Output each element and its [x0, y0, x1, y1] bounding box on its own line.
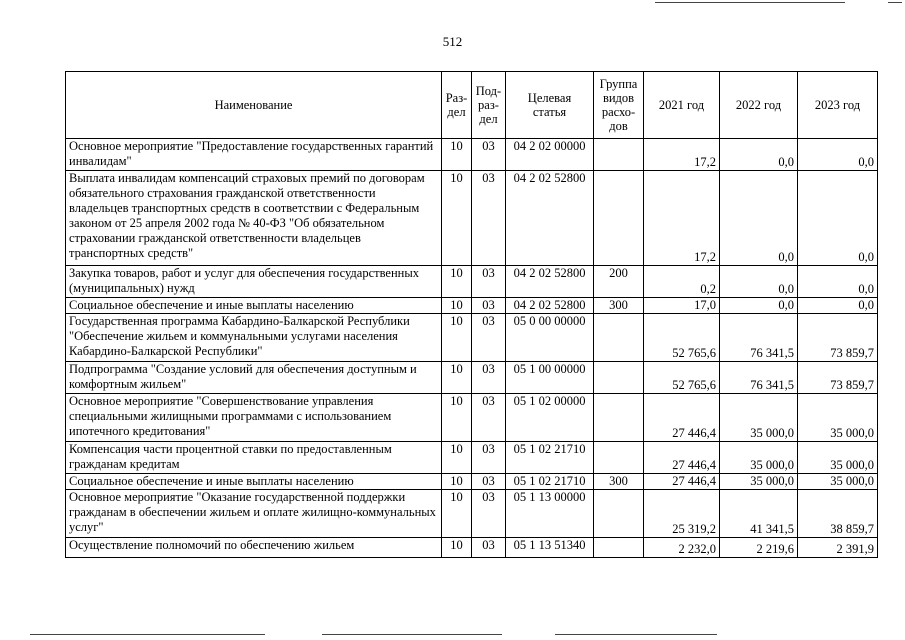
- table-row: [66, 442, 878, 474]
- col-header-target: Целевая статья: [506, 72, 594, 139]
- col-header-name: Наименование: [66, 72, 442, 139]
- cell-2022: 0,0: [720, 171, 798, 266]
- cell-name: Подпрограмма "Создание условий для обеспечения доступным и комфортным жильем": [66, 362, 442, 394]
- cell-2021: 52 765,6: [644, 362, 720, 394]
- cell-2021: 17,2: [644, 171, 720, 266]
- cell-2022: 0,0: [720, 139, 798, 171]
- table-row: [66, 139, 878, 171]
- cell-2021: 52 765,6: [644, 314, 720, 362]
- header-row: [66, 72, 878, 139]
- cell-name: Государственная программа Кабардино-Балкарской Республики "Обеспечение жильем и коммунальными услугами населения Кабардино-Балкарской Республики": [66, 314, 442, 362]
- cell-group: [594, 394, 644, 442]
- table-row: [66, 266, 878, 298]
- cell-razdel: 10: [442, 266, 472, 298]
- col-header-razdel: Раз- дел: [442, 72, 472, 139]
- cell-group: 300: [594, 298, 644, 314]
- scan-top-dash: [888, 2, 902, 3]
- cell-2023: 2 391,9: [798, 538, 878, 558]
- table-row: [66, 490, 878, 538]
- cell-podrazdel: 03: [472, 314, 506, 362]
- col-header-2023: 2023 год: [798, 72, 878, 139]
- scan-bottom-line-3: [555, 634, 717, 635]
- cell-podrazdel: 03: [472, 362, 506, 394]
- table-row: [66, 171, 878, 266]
- table-body: [66, 139, 878, 558]
- cell-2023: 38 859,7: [798, 490, 878, 538]
- col-header-group: Группа видов расхо- дов: [594, 72, 644, 139]
- cell-2022: 35 000,0: [720, 442, 798, 474]
- cell-target: 04 2 02 52800: [506, 266, 594, 298]
- page-number: 512: [442, 34, 463, 49]
- cell-name: Социальное обеспечение и иные выплаты населению: [66, 474, 442, 490]
- cell-podrazdel: 03: [472, 298, 506, 314]
- cell-2022: 0,0: [720, 298, 798, 314]
- cell-podrazdel: 03: [472, 474, 506, 490]
- cell-2022: 76 341,5: [720, 362, 798, 394]
- cell-name: Осуществление полномочий по обеспечению жильем: [66, 538, 442, 558]
- cell-razdel: 10: [442, 474, 472, 490]
- cell-podrazdel: 03: [472, 538, 506, 558]
- cell-2021: 17,0: [644, 298, 720, 314]
- col-header-2021: 2021 год: [644, 72, 720, 139]
- cell-target: 05 1 13 00000: [506, 490, 594, 538]
- scan-bottom-line-1: [30, 634, 265, 635]
- cell-group: 200: [594, 266, 644, 298]
- cell-2021: 17,2: [644, 139, 720, 171]
- cell-razdel: 10: [442, 314, 472, 362]
- cell-target: 04 2 02 52800: [506, 298, 594, 314]
- cell-2023: 35 000,0: [798, 442, 878, 474]
- cell-name: Социальное обеспечение и иные выплаты населению: [66, 298, 442, 314]
- cell-target: 05 1 13 51340: [506, 538, 594, 558]
- cell-2023: 73 859,7: [798, 362, 878, 394]
- cell-razdel: 10: [442, 538, 472, 558]
- cell-podrazdel: 03: [472, 394, 506, 442]
- cell-2021: 25 319,2: [644, 490, 720, 538]
- cell-2023: 0,0: [798, 298, 878, 314]
- cell-name: Основное мероприятие "Предоставление государственных гарантий инвалидам": [66, 139, 442, 171]
- cell-name: Основное мероприятие "Оказание государственной поддержки гражданам в обеспечении жильем и оплате жилищно-коммунальных услуг": [66, 490, 442, 538]
- cell-group: [594, 442, 644, 474]
- cell-group: [594, 490, 644, 538]
- cell-2022: 0,0: [720, 266, 798, 298]
- cell-2021: 0,2: [644, 266, 720, 298]
- col-header-2022: 2022 год: [720, 72, 798, 139]
- cell-name: Компенсация части процентной ставки по предоставленным гражданам кредитам: [66, 442, 442, 474]
- cell-razdel: 10: [442, 490, 472, 538]
- cell-group: [594, 538, 644, 558]
- cell-razdel: 10: [442, 298, 472, 314]
- scan-top-line: [655, 2, 845, 3]
- cell-group: [594, 362, 644, 394]
- cell-target: 05 1 00 00000: [506, 362, 594, 394]
- cell-name: Основное мероприятие "Совершенствование управления специальными жилищными программами с использованием ипотечного кредитования": [66, 394, 442, 442]
- cell-2023: 0,0: [798, 266, 878, 298]
- budget-table: [65, 71, 878, 558]
- cell-2022: 2 219,6: [720, 538, 798, 558]
- cell-razdel: 10: [442, 139, 472, 171]
- cell-name: Закупка товаров, работ и услуг для обеспечения государственных (муниципальных) нужд: [66, 266, 442, 298]
- cell-target: 04 2 02 52800: [506, 171, 594, 266]
- table-row: [66, 314, 878, 362]
- cell-podrazdel: 03: [472, 490, 506, 538]
- cell-target: 05 0 00 00000: [506, 314, 594, 362]
- cell-2023: 35 000,0: [798, 394, 878, 442]
- cell-group: [594, 171, 644, 266]
- cell-2021: 27 446,4: [644, 474, 720, 490]
- scan-bottom-line-2: [322, 634, 502, 635]
- cell-2023: 0,0: [798, 171, 878, 266]
- cell-target: 05 1 02 00000: [506, 394, 594, 442]
- col-header-podrazdel: Под- раз- дел: [472, 72, 506, 139]
- cell-podrazdel: 03: [472, 139, 506, 171]
- table-row: [66, 362, 878, 394]
- cell-2022: 35 000,0: [720, 474, 798, 490]
- cell-group: 300: [594, 474, 644, 490]
- cell-podrazdel: 03: [472, 171, 506, 266]
- cell-group: [594, 139, 644, 171]
- table-row: [66, 538, 878, 558]
- cell-razdel: 10: [442, 362, 472, 394]
- table-row: [66, 474, 878, 490]
- cell-podrazdel: 03: [472, 266, 506, 298]
- cell-2023: 35 000,0: [798, 474, 878, 490]
- cell-razdel: 10: [442, 171, 472, 266]
- cell-name: Выплата инвалидам компенсаций страховых премий по договорам обязательного страхования гражданской ответственности владельцев транспортных средств в соответствии с Федеральным законом от 25 апреля 2002 года № 40-ФЗ "Об обязательном страховании гражданской ответственности владельцев транспортных средств": [66, 171, 442, 266]
- cell-2022: 76 341,5: [720, 314, 798, 362]
- cell-razdel: 10: [442, 442, 472, 474]
- cell-target: 05 1 02 21710: [506, 442, 594, 474]
- cell-2021: 27 446,4: [644, 394, 720, 442]
- table-row: [66, 298, 878, 314]
- cell-razdel: 10: [442, 394, 472, 442]
- cell-2022: 41 341,5: [720, 490, 798, 538]
- cell-group: [594, 314, 644, 362]
- cell-target: 05 1 02 21710: [506, 474, 594, 490]
- cell-2022: 35 000,0: [720, 394, 798, 442]
- cell-2023: 73 859,7: [798, 314, 878, 362]
- cell-podrazdel: 03: [472, 442, 506, 474]
- cell-2021: 27 446,4: [644, 442, 720, 474]
- cell-2021: 2 232,0: [644, 538, 720, 558]
- cell-target: 04 2 02 00000: [506, 139, 594, 171]
- cell-2023: 0,0: [798, 139, 878, 171]
- table-row: [66, 394, 878, 442]
